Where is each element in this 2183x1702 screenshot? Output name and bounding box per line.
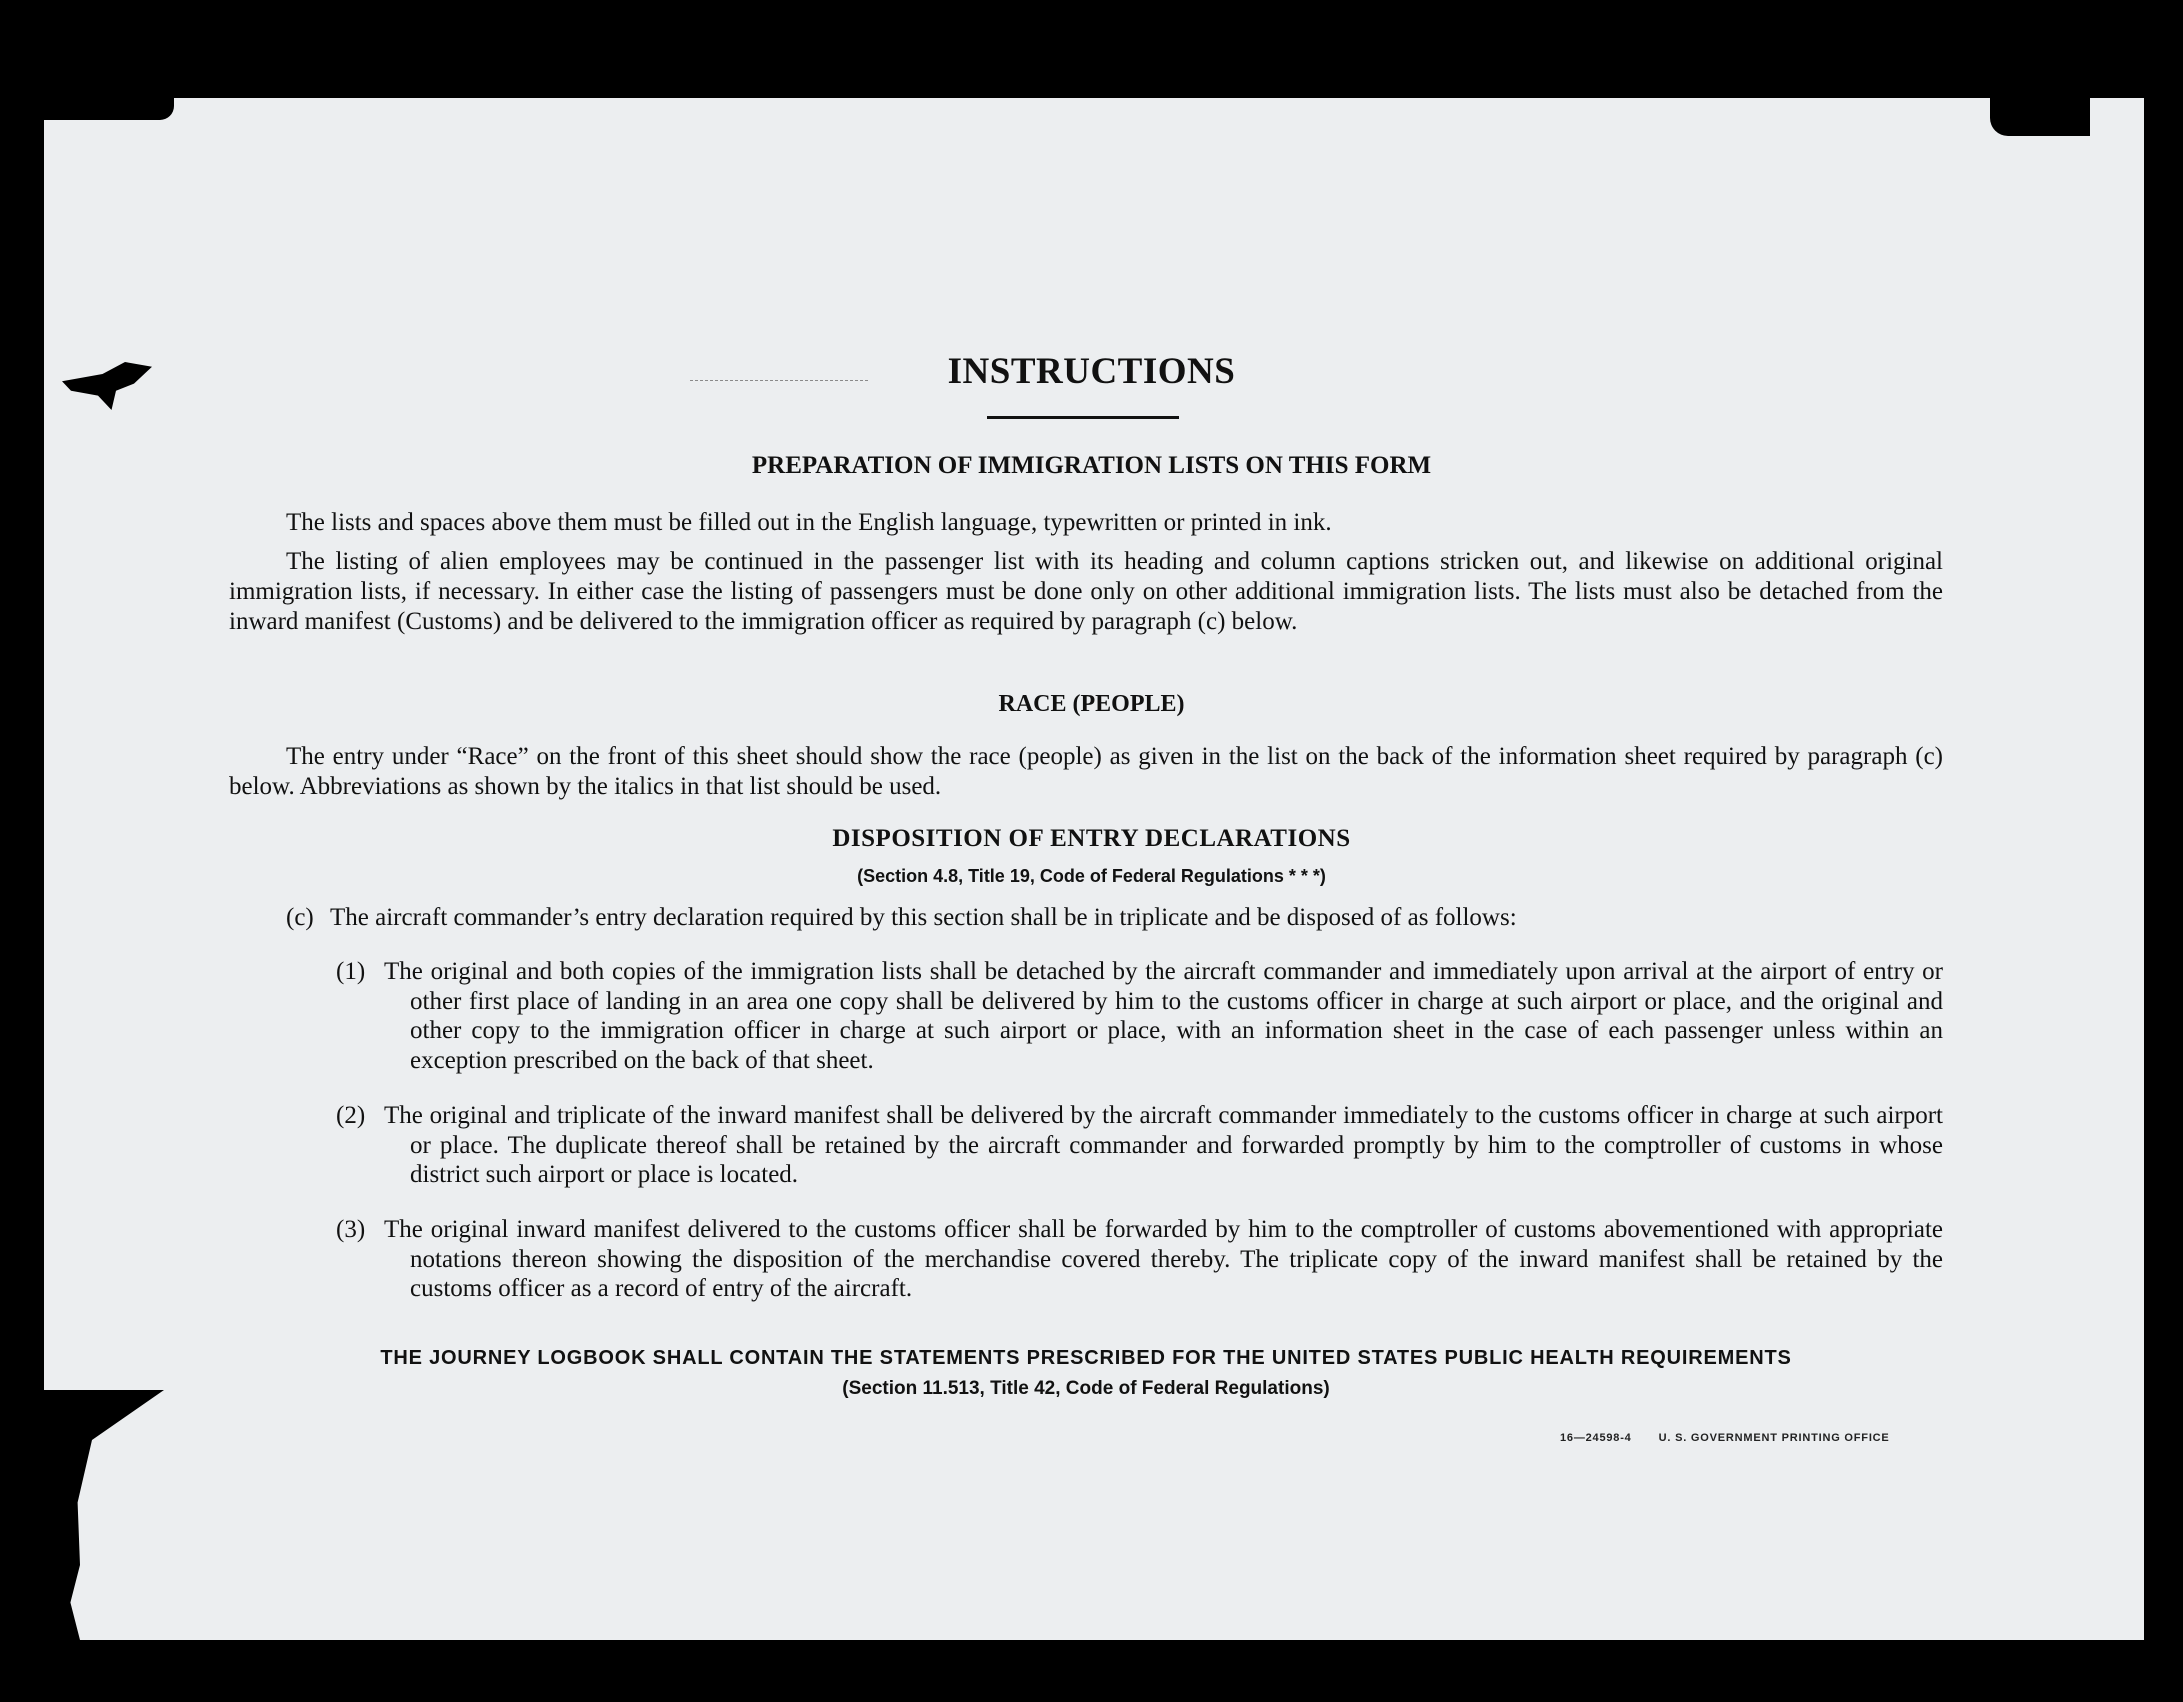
printer-imprint <box>1560 1432 1890 1444</box>
paragraph: The entry under “Race” on the front of this sheet should show the race (people) as given in the list on the back of the information sheet required by paragraph (c) below. Abbreviations as shown by the italics in that list should be used. <box>229 743 1943 800</box>
list-item: The original and triplicate of the inward manifest shall be delivered by the aircraft commander immediately to the customs officer in charge at such airport or place. The duplicate thereof shall be retained by the aircraft commander and forwarded promptly by him to the comptroller of customs in whose district such airport or place is located. <box>384 1102 1943 1188</box>
clause-intro: The aircraft commander’s entry declaration required by this section shall be in triplicate and be disposed of as follows: <box>330 904 1517 931</box>
section-heading-race: RACE (PEOPLE) <box>998 691 1185 717</box>
title-underline <box>987 416 1179 419</box>
paragraph: The lists and spaces above them must be filled out in the English language, typewritten or printed in ink. <box>286 509 1332 536</box>
printer-code: 16—24598-4 <box>1560 1432 1632 1444</box>
item-number: (2) <box>336 1102 366 1129</box>
list-item: The original and both copies of the immigration lists shall be detached by the aircraft commander and immediately upon arrival at the airport of entry or other first place of landing in an area one copy shall be delivered by him to the customs officer in charge at such airport or place, and the original and other copy to the immigration officer in charge at such airport or place, with an information sheet in the case of each passenger unless within an exception prescribed on the back of that sheet. <box>384 958 1943 1074</box>
paragraph: The listing of alien employees may be continued in the passenger list with its heading and column captions stricken out, and likewise on additional original immigration lists, if necessary. In either case the listing of passengers must be done only on other additional immigration lists. The lists must also be detached from the inward manifest (Customs) and be delivered to the immigration officer as required by paragraph (c) below. <box>229 548 1943 635</box>
section-citation: (Section 4.8, Title 19, Code of Federal Regulations * * *) <box>857 866 1326 886</box>
item-number: (3) <box>336 1216 366 1243</box>
item-number: (1) <box>336 958 366 985</box>
clause-label: (c) <box>286 904 314 931</box>
logbook-statement: THE JOURNEY LOGBOOK SHALL CONTAIN THE STATEMENTS PRESCRIBED FOR THE UNITED STATES PUBLIC HEALTH REQUIREMENTS <box>380 1347 1792 1369</box>
logbook-citation: (Section 11.513, Title 42, Code of Federal Regulations) <box>842 1378 1330 1399</box>
list-item: The original inward manifest delivered to the customs officer shall be forwarded by him to the comptroller of customs abovementioned with appropriate notations thereon showing the disposition of the merchandise covered thereby. The triplicate copy of the inward manifest shall be retained by the customs officer as a record of entry of the aircraft. <box>384 1216 1943 1302</box>
corner-notch <box>44 98 174 120</box>
corner-notch <box>1990 98 2090 136</box>
section-heading-disposition: DISPOSITION OF ENTRY DECLARATIONS <box>832 825 1351 852</box>
printer-name: U. S. GOVERNMENT PRINTING OFFICE <box>1658 1432 1890 1444</box>
page-title: INSTRUCTIONS <box>947 351 1236 392</box>
section-heading-preparation: PREPARATION OF IMMIGRATION LISTS ON THIS FORM <box>751 452 1432 479</box>
